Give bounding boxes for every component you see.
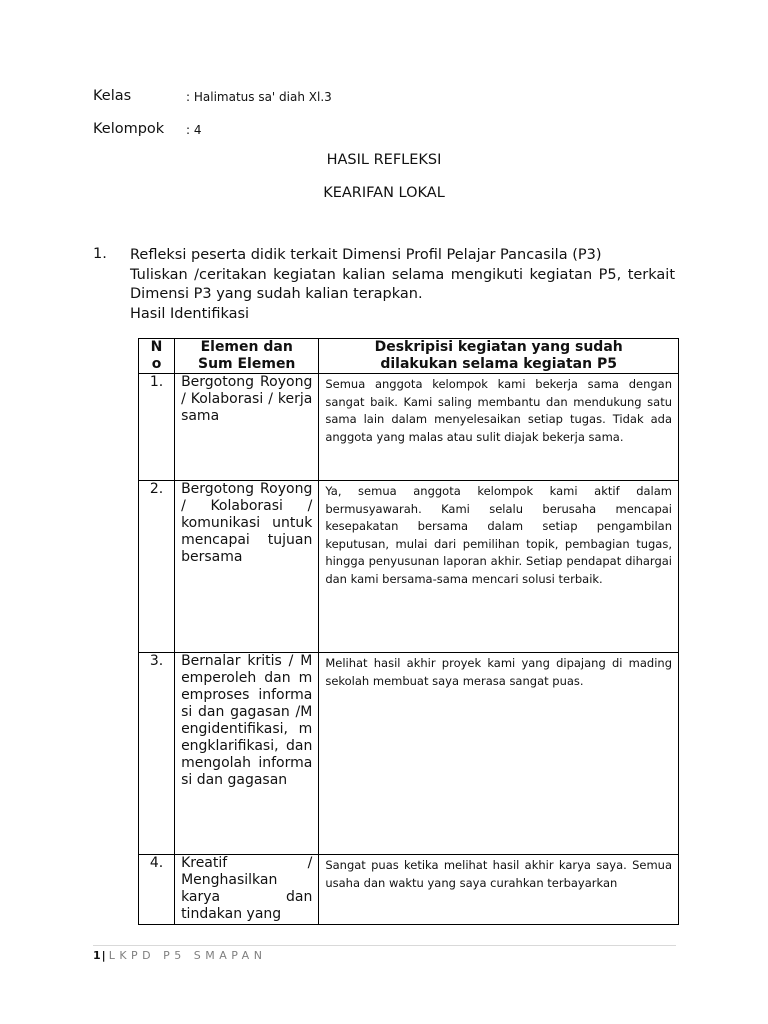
row-2-deskripsi: Ya, semua anggota kelompok kami aktif dalam bermusyawarah. Kami selalu berusaha mencapai kesepakatan bersama dalam setiap pengambilan keputusan, mulai dari pemilihan topik, pembagian tugas, hingga penyusunan laporan akhir. Setiap pendapat dihargai dan kami bersama-sama mencari solusi terbaik. <box>319 481 679 653</box>
kelompok-value: : 4 <box>186 123 202 137</box>
table-row <box>139 374 679 481</box>
row-4-elemen: Kreatif / Menghasilkan karya dan tindakan yang <box>175 855 319 925</box>
row-3-no: 3. <box>139 653 175 855</box>
kelompok-label: Kelompok <box>93 121 165 137</box>
table-header-row <box>139 339 679 374</box>
footer-text: LKPD P5 SMAPAN <box>108 949 267 962</box>
question-number: 1. <box>93 246 107 262</box>
row-4-deskripsi: Sangat puas ketika melihat hasil akhir karya saya. Semua usaha dan waktu yang saya curahkan terbayarkan <box>319 855 679 925</box>
page-footer <box>93 949 266 962</box>
question-line-3: Hasil Identifikasi <box>130 305 250 322</box>
page-number: 1 <box>93 949 101 962</box>
table-row <box>139 481 679 653</box>
hasil-identifikasi-table <box>138 338 679 925</box>
row-2-elemen: Bergotong Royong / Kolaborasi / komunikasi untuk mencapai tujuan bersama <box>175 481 319 653</box>
kelas-label: Kelas <box>93 88 132 104</box>
row-2-no: 2. <box>139 481 175 653</box>
header-deskripsi: Deskripisi kegiatan yang sudah dilakukan selama kegiatan P5 <box>319 339 679 374</box>
header-elemen: Elemen dan Sum Elemen <box>175 339 319 374</box>
row-4-no: 4. <box>139 855 175 925</box>
row-3-deskripsi: Melihat hasil akhir proyek kami yang dipajang di mading sekolah membuat saya merasa sangat puas. <box>319 653 679 855</box>
header-no: N o <box>139 339 175 374</box>
title-hasil-refleksi: HASIL REFLEKSI <box>326 152 442 168</box>
question-line-1: Refleksi peserta didik terkait Dimensi Profil Pelajar Pancasila (P3) <box>130 247 602 263</box>
row-1-deskripsi: Semua anggota kelompok kami bekerja sama dengan sangat baik. Kami saling membantu dan mendukung satu sama lain dalam menyelesaikan setiap tugas. Tidak ada anggota yang malas atau sulit diajak bekerja sama. <box>319 374 679 481</box>
question-text <box>130 246 675 324</box>
title-kearifan-lokal: KEARIFAN LOKAL <box>323 185 445 201</box>
kelas-value: : Halimatus sa' diah Xl.3 <box>186 90 332 104</box>
footer-separator: | <box>101 949 106 962</box>
table-row <box>139 855 679 925</box>
row-1-elemen: Bergotong Royong / Kolaborasi / kerja sama <box>175 374 319 481</box>
row-3-elemen: Bernalar kritis / Memperoleh dan memproses informasi dan gagasan /Mengidentifikasi, mengklarifikasi, dan mengolah informasi dan gagasan <box>175 653 319 855</box>
row-1-no: 1. <box>139 374 175 481</box>
footer-divider <box>93 945 676 946</box>
question-line-2: Tuliskan /ceritakan kegiatan kalian selama mengikuti kegiatan P5, terkait Dimensi P3 yang sudah kalian terapkan. <box>130 266 675 302</box>
table-row <box>139 653 679 855</box>
